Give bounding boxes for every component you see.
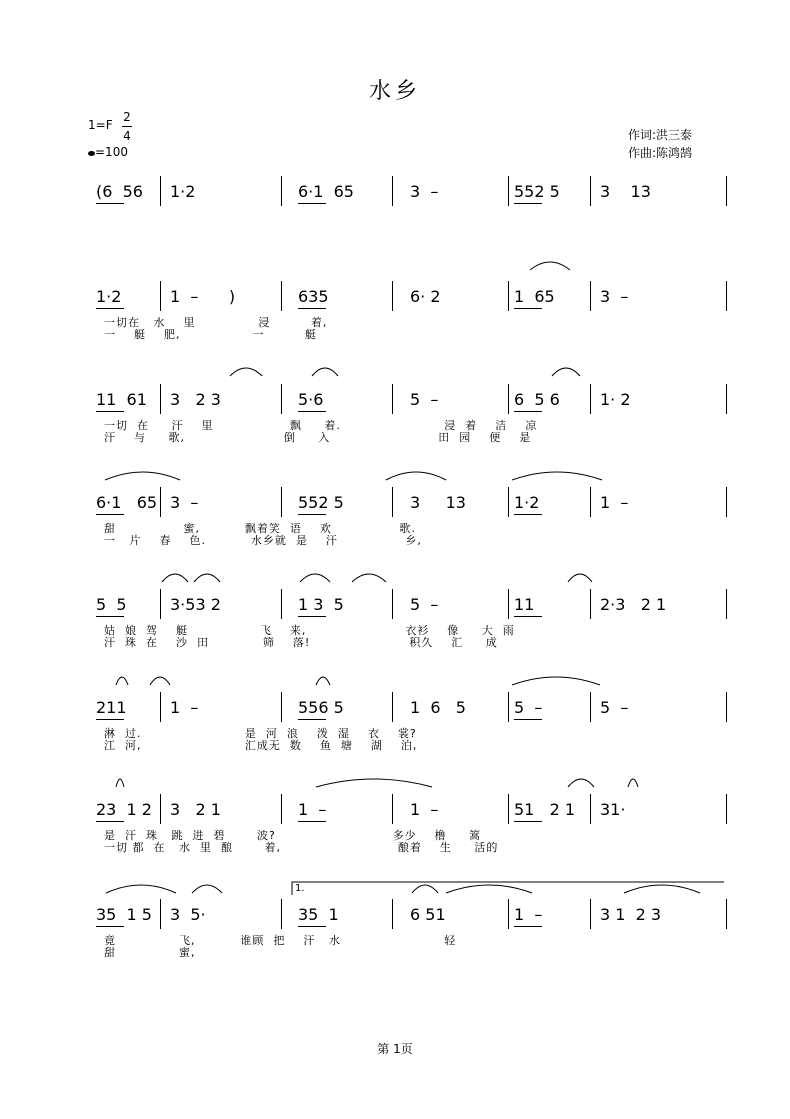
- note-group: 635: [298, 287, 329, 306]
- note-group: 1 – ): [170, 287, 236, 306]
- slur: [192, 885, 222, 893]
- note-group: 1· 2: [600, 390, 631, 409]
- slur: [530, 262, 570, 270]
- note-group: 6·1 65: [96, 493, 158, 512]
- slur: [105, 472, 180, 480]
- volta-bracket: [292, 882, 724, 895]
- note-group: 51 2 1: [514, 800, 576, 819]
- lyric-line: 江 河, 汇成无 数 鱼 塘 湖 泊,: [104, 739, 418, 752]
- lyric-line: 一切 在 汗 里 飘 着. 浸 着 洁 凉: [104, 419, 538, 432]
- slur: [316, 677, 330, 685]
- note-group: 3 5·: [170, 905, 206, 924]
- lyric-line: 一 艇 肥, 一 艇: [104, 328, 317, 341]
- lyricist: 作词:洪三泰: [628, 128, 693, 142]
- note-group: 3 1 2 3: [600, 905, 662, 924]
- note-group: 556 5: [298, 698, 344, 717]
- slur: [552, 368, 580, 376]
- note-group: 11 61: [96, 390, 147, 409]
- note-group: 3 –: [410, 182, 439, 201]
- note-group: 1 –: [600, 493, 629, 512]
- note-group: 11: [514, 595, 535, 614]
- note-group: 35 1 5: [96, 905, 152, 924]
- lyric-line: 甜 蜜,: [104, 946, 196, 959]
- lyric-line: 一 片 春 色. 水乡就 是 汗 乡,: [104, 534, 422, 547]
- note-group: 3 2 1: [170, 800, 221, 819]
- volta-label: 1.: [295, 883, 305, 894]
- note-group: 1 –: [298, 800, 327, 819]
- lyric-line: 汗 珠 在 沙 田 筛 落! 积久 汇 成: [104, 636, 498, 649]
- note-group: 5 –: [410, 390, 439, 409]
- slur: [512, 677, 600, 685]
- note-group: 31·: [600, 800, 626, 819]
- slur: [512, 472, 602, 480]
- note-group: 1·2: [514, 493, 540, 512]
- note-group: 3 13: [600, 182, 651, 201]
- note-group: 552 5: [298, 493, 344, 512]
- note-group: 1 65: [514, 287, 555, 306]
- slur: [116, 677, 128, 685]
- note-group: 6 5 6: [514, 390, 560, 409]
- note-group: 2·3 2 1: [600, 595, 667, 614]
- note-group: 1·2: [96, 287, 122, 306]
- slur: [628, 779, 638, 787]
- lyric-line: 甜 蜜, 飘着笑 语 欢 歌.: [104, 522, 416, 535]
- lyric-line: 汗 与 歌, 倒 入 田 园 便 是: [104, 431, 532, 444]
- slur: [624, 885, 700, 893]
- note-group: 3 –: [170, 493, 199, 512]
- note-group: 5 –: [410, 595, 439, 614]
- slur: [568, 779, 594, 787]
- note-group: 1 –: [514, 905, 543, 924]
- note-group: 1 –: [410, 800, 439, 819]
- note-group: 6· 2: [410, 287, 441, 306]
- slur: [106, 885, 176, 893]
- note-group: 1·2: [170, 182, 196, 201]
- note-group: 3 –: [600, 287, 629, 306]
- note-group: 5 –: [600, 698, 629, 717]
- note-group: 5 –: [514, 698, 543, 717]
- slur: [446, 885, 532, 893]
- slur: [162, 574, 188, 582]
- note-group: 6·1 65: [298, 182, 354, 201]
- slur: [352, 574, 386, 582]
- slur: [230, 368, 262, 376]
- lyric-line: 一切在 水 里 浸 着,: [104, 316, 328, 329]
- lyric-line: 一切 都 在 水 里 酿 着, 酿着 生 活的: [104, 841, 499, 854]
- slur: [150, 677, 170, 685]
- note-group: 3 13: [410, 493, 466, 512]
- slur: [116, 779, 124, 787]
- note-group: 5 5: [96, 595, 127, 614]
- tempo-value: =100: [95, 145, 128, 159]
- key-text: 1=F: [88, 118, 113, 132]
- slur: [386, 472, 446, 480]
- slur: [412, 885, 438, 893]
- lyric-line: 是 汗 珠 跳 进 碧 波? 多少 橹 篙: [104, 829, 482, 842]
- time-top: 2: [123, 110, 131, 124]
- note-group: 6 51: [410, 905, 446, 924]
- lyric-line: 姑 娘 驾 艇 飞 来, 衣衫 像 大 雨: [104, 624, 515, 637]
- slur: [194, 574, 220, 582]
- composer: 作曲:陈鸿鹄: [628, 146, 693, 160]
- note-group: 3 2 3: [170, 390, 221, 409]
- note-group: 1 –: [170, 698, 199, 717]
- page-number: 第 1页: [377, 1042, 413, 1056]
- note-group: 23 1 2: [96, 800, 152, 819]
- note-group: 5·6: [298, 390, 324, 409]
- note-group: 211: [96, 698, 127, 717]
- note-group: (6 56: [96, 182, 143, 201]
- slur: [316, 779, 432, 787]
- slur: [568, 574, 592, 582]
- slur: [300, 574, 330, 582]
- note-group: 3·53 2: [170, 595, 221, 614]
- note-group: 552 5: [514, 182, 560, 201]
- time-bottom: 4: [122, 126, 132, 145]
- note-group: 35 1: [298, 905, 339, 924]
- slur: [312, 368, 338, 376]
- lyric-line: 淋 过. 是 河 浪 泼 湿 衣 裳?: [104, 727, 417, 740]
- note-group: 1 3 5: [298, 595, 344, 614]
- page-title: 水乡: [368, 79, 421, 104]
- lyric-line: 竟 飞, 谁顾 把 汗 水 轻: [104, 934, 457, 947]
- note-group: 1 6 5: [410, 698, 466, 717]
